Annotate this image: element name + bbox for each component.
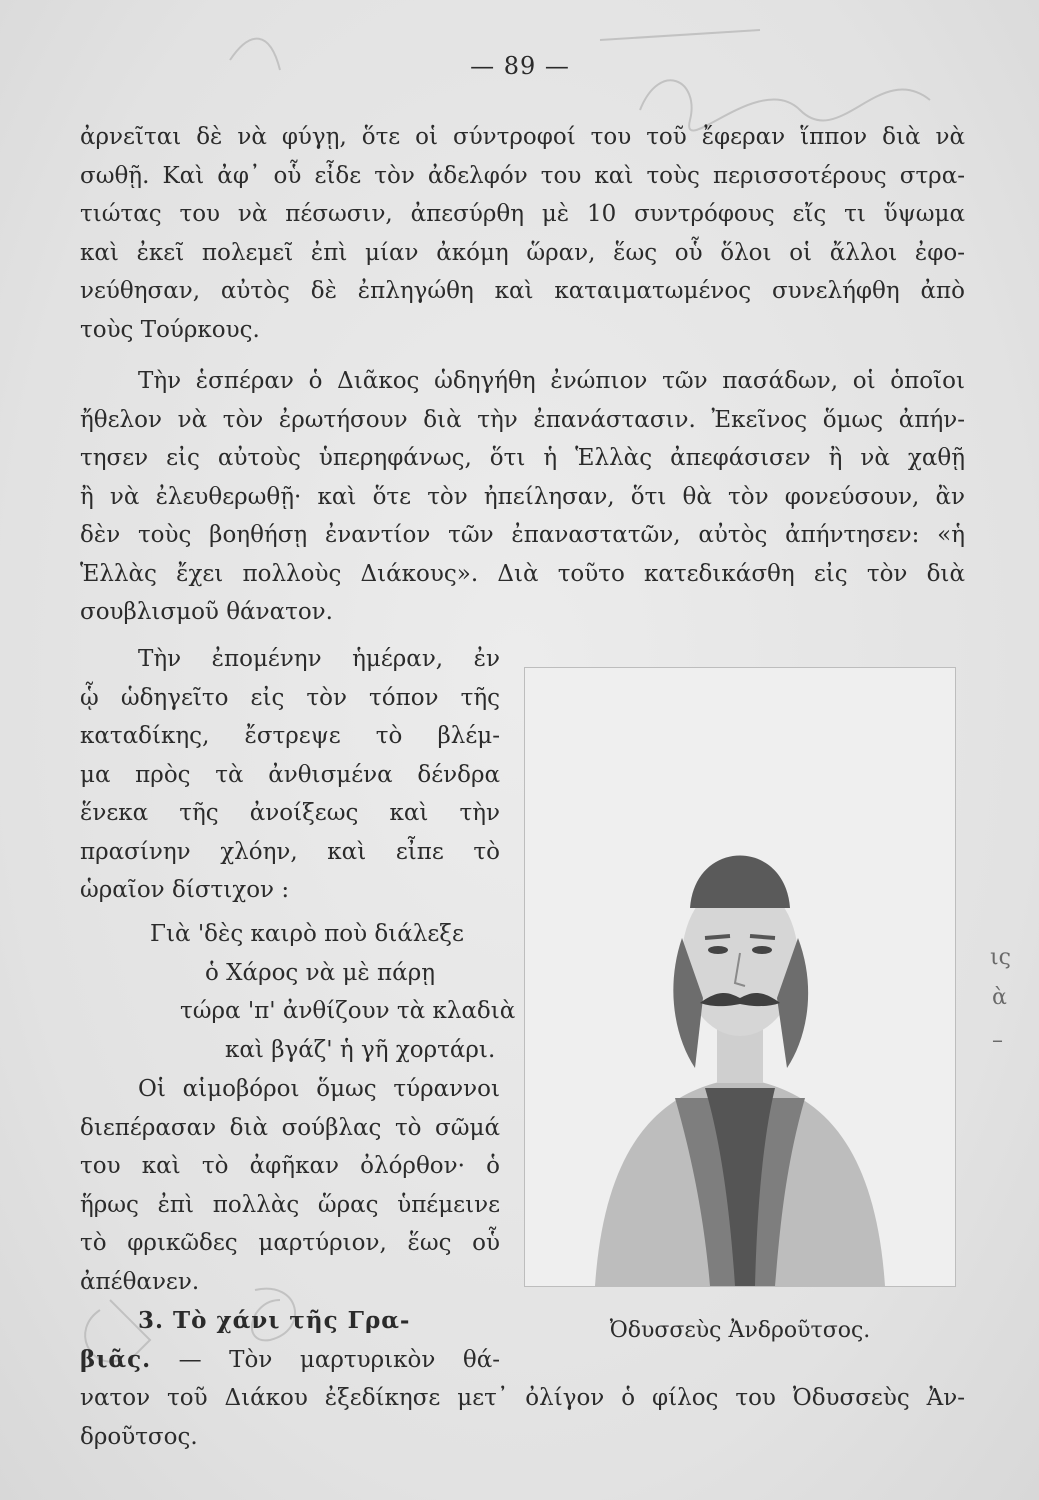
text-line: νεύθησαν, αὐτὸς δὲ ἐπληγώθη καὶ καταιματωμένος συνελήφθη ἀπὸ [80,278,965,304]
margin-fragment: ὰ [992,985,1007,1010]
portrait-image [525,668,955,1286]
text-line: ἢ νὰ ἐλευθερωθῇ· καὶ ὅτε τὸν ἠπείλησαν, ὅτι θὰ τὸν φονεύσουν, ἂν [80,483,965,510]
text-line: πρασίνην χλόην, καὶ εἶπε τὸ [80,838,500,865]
portrait-caption: Ὀδυσσεὺς Ἀνδροῦτσος. [609,1318,871,1343]
text-line: καὶ ἐκεῖ πολεμεῖ ἐπὶ μίαν ἀκόμη ὥραν, ἕως οὗ ὅλοι οἱ ἄλλοι ἐφο- [80,239,965,266]
text-line: καταδίκης, ἔστρεψε τὸ βλέμ- [80,723,500,749]
margin-fragment: ις [990,945,1011,970]
text-line: Τὴν ἑσπέραν ὁ Διᾶκος ὡδηγήθη ἐνώπιον τῶν πασάδων, οἱ ὁποῖοι [138,368,965,394]
section-3 [80,1302,500,1379]
paragraph-3 [80,640,500,910]
text-line: μα πρὸς τὰ ἀνθισμένα δένδρα [80,761,500,788]
section-heading-continued: βιᾶς. [80,1345,152,1373]
text-line: διεπέρασαν διὰ σούβλας τὸ σῶμά [80,1114,500,1141]
margin-fragment: – [992,1028,1003,1053]
text-line: ἀπέθανεν. [80,1268,200,1295]
text-line: ἥρως ἐπὶ πολλὰς ὥρας ὑπέμεινε [80,1191,500,1218]
section-3-text [80,1379,965,1456]
section-heading: 3. Τὸ χάνι τῆς Γρα- [138,1307,411,1334]
text-line: του καὶ τὸ ἀφῆκαν ὀλόρθον· ὁ [80,1153,500,1179]
text-line: τοὺς Τούρκους. [80,316,260,343]
text-line: ἕνεκα τῆς ἀνοίξεως καὶ τὴν [80,800,500,826]
text-line: ἀρνεῖται δὲ νὰ φύγῃ, ὅτε οἱ σύντροφοί του τοῦ ἔφεραν ἵππον διὰ νὰ [80,124,965,150]
section-text-start: — Τὸν μαρτυρικὸν θά- [178,1346,500,1373]
text-line: σουβλισμοῦ θάνατον. [80,599,333,625]
text-line: ἤθελον νὰ τὸν ἐρωτήσουν διὰ τὴν ἐπανάστασιν. Ἐκεῖνος ὅμως ἀπήν- [80,406,965,433]
text-line: τὸ φρικῶδες μαρτύριον, ἕως οὗ [80,1230,500,1256]
paragraph-2 [80,362,965,632]
text-line: τησεν εἰς αὐτοὺς ὑπερηφάνως, ὅτι ἡ Ἑλλὰς ἀπεφάσισεν ἢ νὰ χαθῇ [80,445,965,471]
verse-line: Γιὰ 'δὲς καιρὸ ποὺ διάλεξε [150,921,464,947]
text-line: Τὴν ἐπομένην ἡμέραν, ἐν [138,646,500,672]
verse-line: καὶ βγάζ' ἡ γῆ χορτάρι. [225,1036,496,1063]
text-line: σωθῇ. Καὶ ἀφ᾿ οὗ εἶδε τὸν ἀδελφόν του καὶ τοὺς περισσοτέρους στρα- [80,162,965,189]
text-line: δὲν τοὺς βοηθήσῃ ἐναντίον τῶν ἐπαναστατῶν, αὐτὸς ἀπήντησεν: «ἡ [80,522,965,548]
text-line [80,1341,500,1380]
text-line: νατον τοῦ Διάκου ἐξεδίκησε μετ᾿ ὀλίγον ὁ φίλος του Ὀδυσσεὺς Ἀν- [80,1385,965,1411]
text-line: Οἱ αἱμοβόροι ὅμως τύραννοι [138,1076,500,1102]
text-line: ὡραῖον δίστιχον : [80,877,290,903]
verse-line: ὁ Χάρος νὰ μὲ πάρῃ [205,959,435,986]
text-line: Ἑλλὰς ἔχει πολλοὺς Διάκους». Διὰ τοῦτο κατεδικάσθη εἰς τὸν διὰ [80,560,965,587]
portrait-illustration [525,668,955,1286]
paragraph-4 [80,1070,500,1301]
text-line: ᾧ ὡδηγεῖτο εἰς τὸν τόπον τῆς [80,684,500,711]
text-line: δροῦτσος. [80,1423,198,1450]
page-number: — 89 — [470,52,570,80]
text-line: τιώτας του νὰ πέσωσιν, ἀπεσύρθη μὲ 10 συντρόφους εἴς τι ὕψωμα [80,201,965,227]
paragraph-1 [80,118,965,349]
verse-couplet [80,915,516,1069]
verse-line: τώρα 'π' ἀνθίζουν τὰ κλαδιὰ [180,998,516,1024]
